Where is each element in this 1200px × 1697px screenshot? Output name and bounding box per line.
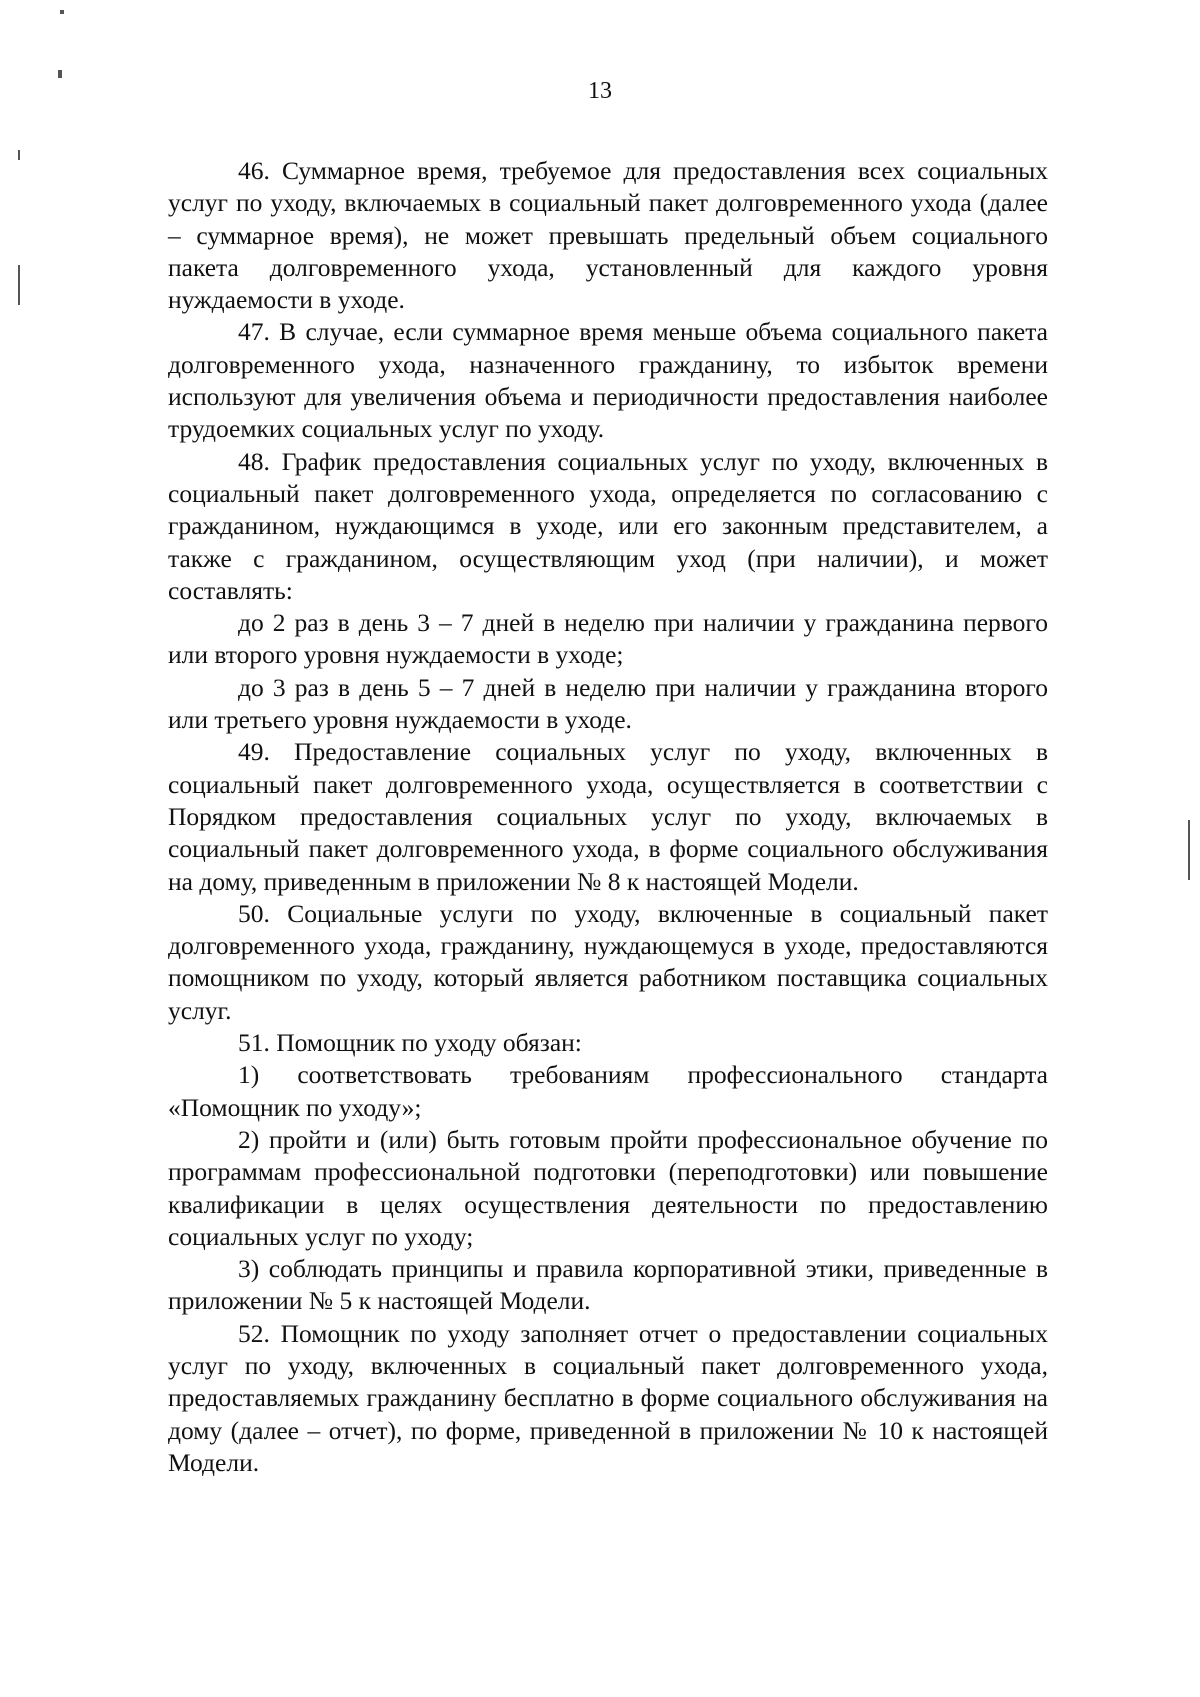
scan-artifact — [18, 265, 20, 305]
page-number: 13 — [588, 78, 612, 104]
paragraph-51-item-1: 1) соответствовать требованиям профессионального стандарта «Помощник по уходу»; — [168, 1060, 1048, 1122]
paragraph-51: 51. Помощник по уходу обязан: — [238, 1028, 582, 1058]
paragraph-47: 47. В случае, если суммарное время меньше объема социального пакета долговременного ухода, назначенного гражданину, то избыток времени используют для увеличения объема и периодичности предоставления наиболее трудоемких социальных услуг по уходу. — [168, 317, 1048, 444]
paragraph-48-option-1: до 2 раз в день 3 – 7 дней в неделю при наличии у гражданина первого или второго уровня нуждаемости в уходе; — [168, 608, 1048, 670]
scan-artifact — [18, 150, 20, 160]
paragraph-49: 49. Предоставление социальных услуг по уходу, включенных в социальный пакет долговременного ухода, осуществляется в соответствии с Порядком предоставления социальных услуг по уходу, включаемых в социальный пакет долговременного ухода, в форме социального обслуживания на дому, приведенным в приложении № 8 к настоящей Модели. — [168, 737, 1048, 896]
paragraph-50: 50. Социальные услуги по уходу, включенные в социальный пакет долговременного ухода, гражданину, нуждающемуся в уходе, предоставляются помощником по уходу, который является работником поставщика социальных услуг. — [168, 898, 1048, 1025]
paragraph-48: 48. График предоставления социальных услуг по уходу, включенных в социальный пакет долговременного ухода, определяется по согласованию с гражданином, нуждающимся в уходе, или его законным представителем, а также с гражданином, осуществляющим уход (при наличии), и может составлять: — [168, 446, 1048, 605]
paragraph-52: 52. Помощник по уходу заполняет отчет о предоставлении социальных услуг по уходу, включенных в социальный пакет долговременного ухода, предоставляемых гражданину бесплатно в форме социального обслуживания на дому (далее – отчет), по форме, приведенной в приложении № 10 к настоящей Модели. — [168, 1318, 1048, 1477]
paragraph-51-item-2: 2) пройти и (или) быть готовым пройти профессиональное обучение по программам профессиональной подготовки (переподготовки) или повышение квалификации в целях осуществления деятельности по предоставлению социальных услуг по уходу; — [168, 1124, 1048, 1251]
document-body — [168, 155, 1048, 1479]
paragraph-46: 46. Суммарное время, требуемое для предоставления всех социальных услуг по уходу, включаемых в социальный пакет долговременного ухода (далее – суммарное время), не может превышать предельный объем социального пакета долговременного ухода, установленный для каждого уровня нуждаемости в уходе. — [168, 156, 1048, 315]
scan-artifact — [60, 10, 64, 14]
scan-artifact — [1188, 820, 1190, 880]
paragraph-48-option-2: до 3 раз в день 5 – 7 дней в неделю при наличии у гражданина второго или третьего уровня нуждаемости в уходе. — [168, 672, 1048, 735]
paragraph-51-item-3: 3) соблюдать принципы и правила корпоративной этики, приведенные в приложении № 5 к настоящей Модели. — [168, 1254, 1048, 1316]
